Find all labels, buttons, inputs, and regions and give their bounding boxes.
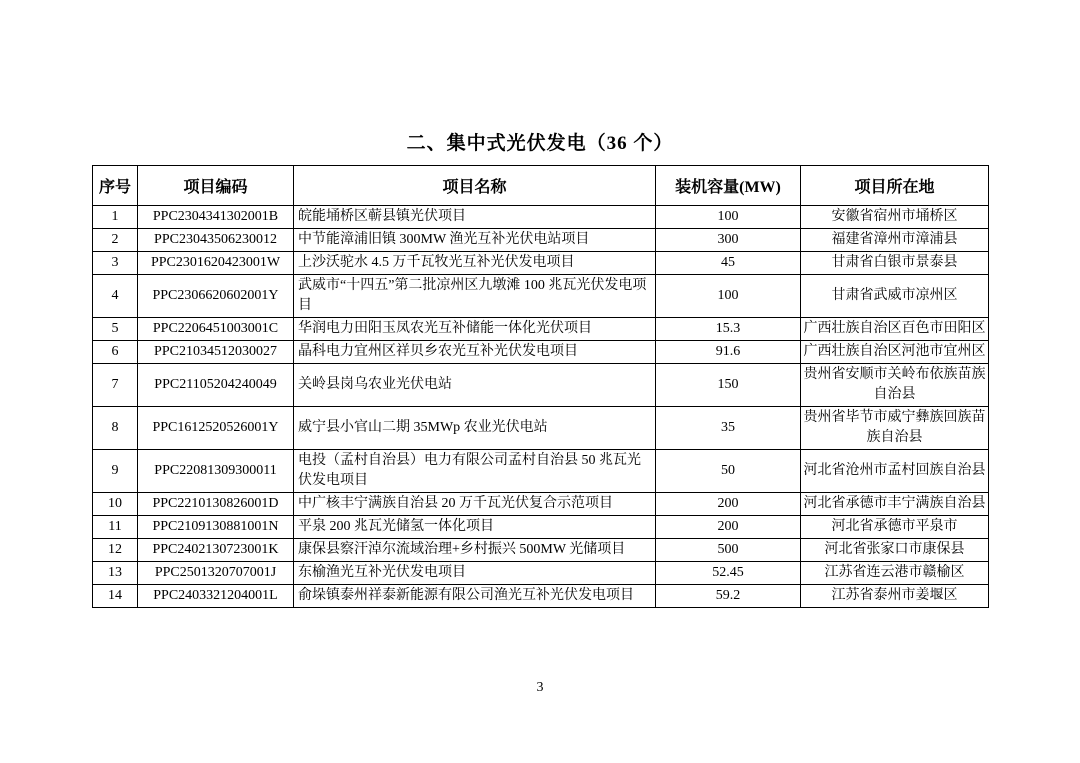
cell-location: 安徽省宿州市埇桥区	[801, 206, 989, 229]
table-row	[93, 318, 989, 341]
table-header-row	[93, 166, 989, 206]
cell-name: 华润电力田阳玉凤农光互补储能一体化光伏项目	[294, 318, 656, 341]
cell-seq: 10	[93, 493, 138, 516]
cell-name: 东榆渔光互补光伏发电项目	[294, 562, 656, 585]
cell-name: 皖能埇桥区蕲县镇光伏项目	[294, 206, 656, 229]
cell-location: 福建省漳州市漳浦县	[801, 229, 989, 252]
cell-code: PPC2109130881001N	[138, 516, 294, 539]
cell-seq: 11	[93, 516, 138, 539]
cell-name: 晶科电力宜州区祥贝乡农光互补光伏发电项目	[294, 341, 656, 364]
cell-location: 甘肃省武威市凉州区	[801, 275, 989, 318]
cell-name: 上沙沃驼水 4.5 万千瓦牧光互补光伏发电项目	[294, 252, 656, 275]
cell-name: 平泉 200 兆瓦光储氢一体化项目	[294, 516, 656, 539]
cell-seq: 9	[93, 450, 138, 493]
cell-capacity: 35	[656, 407, 801, 450]
table-body	[93, 206, 989, 608]
cell-capacity: 52.45	[656, 562, 801, 585]
cell-capacity: 15.3	[656, 318, 801, 341]
cell-name: 俞垛镇泰州祥泰新能源有限公司渔光互补光伏发电项目	[294, 585, 656, 608]
cell-seq: 12	[93, 539, 138, 562]
column-header-3: 装机容量(MW)	[656, 166, 801, 206]
cell-seq: 3	[93, 252, 138, 275]
cell-location: 广西壮族自治区河池市宜州区	[801, 341, 989, 364]
cell-location: 江苏省连云港市赣榆区	[801, 562, 989, 585]
cell-seq: 5	[93, 318, 138, 341]
cell-location: 河北省张家口市康保县	[801, 539, 989, 562]
page-number: 3	[536, 680, 544, 695]
cell-code: PPC2501320707001J	[138, 562, 294, 585]
table-row	[93, 450, 989, 493]
section-title: 二、集中式光伏发电（36 个）	[406, 133, 674, 154]
table-row	[93, 206, 989, 229]
table-row	[93, 364, 989, 407]
cell-code: PPC21105204240049	[138, 364, 294, 407]
cell-seq: 6	[93, 341, 138, 364]
table-row	[93, 493, 989, 516]
cell-capacity: 300	[656, 229, 801, 252]
cell-location: 河北省承德市平泉市	[801, 516, 989, 539]
cell-code: PPC23043506230012	[138, 229, 294, 252]
cell-name: 电投（孟村自治县）电力有限公司孟村自治县 50 兆瓦光伏发电项目	[294, 450, 656, 493]
cell-code: PPC1612520526001Y	[138, 407, 294, 450]
column-header-0: 序号	[93, 166, 138, 206]
cell-location: 江苏省泰州市姜堰区	[801, 585, 989, 608]
column-header-2: 项目名称	[294, 166, 656, 206]
cell-capacity: 500	[656, 539, 801, 562]
cell-name: 威宁县小官山二期 35MWp 农业光伏电站	[294, 407, 656, 450]
cell-location: 贵州省毕节市威宁彝族回族苗族自治县	[801, 407, 989, 450]
projects-table	[92, 165, 989, 608]
cell-code: PPC2210130826001D	[138, 493, 294, 516]
cell-capacity: 91.6	[656, 341, 801, 364]
cell-capacity: 59.2	[656, 585, 801, 608]
cell-seq: 1	[93, 206, 138, 229]
table-row	[93, 252, 989, 275]
table-row	[93, 539, 989, 562]
cell-capacity: 100	[656, 206, 801, 229]
cell-capacity: 50	[656, 450, 801, 493]
cell-name: 中广核丰宁满族自治县 20 万千瓦光伏复合示范项目	[294, 493, 656, 516]
cell-seq: 13	[93, 562, 138, 585]
cell-capacity: 150	[656, 364, 801, 407]
cell-seq: 2	[93, 229, 138, 252]
cell-location: 贵州省安顺市关岭布依族苗族自治县	[801, 364, 989, 407]
cell-location: 广西壮族自治区百色市田阳区	[801, 318, 989, 341]
table-row	[93, 275, 989, 318]
table-row	[93, 585, 989, 608]
cell-name: 中节能漳浦旧镇 300MW 渔光互补光伏电站项目	[294, 229, 656, 252]
cell-name: 康保县察汗淖尔流域治理+乡村振兴 500MW 光储项目	[294, 539, 656, 562]
cell-code: PPC2301620423001W	[138, 252, 294, 275]
cell-location: 河北省承德市丰宁满族自治县	[801, 493, 989, 516]
table-row	[93, 341, 989, 364]
cell-capacity: 200	[656, 493, 801, 516]
cell-capacity: 100	[656, 275, 801, 318]
table-row	[93, 407, 989, 450]
cell-code: PPC2402130723001K	[138, 539, 294, 562]
cell-location: 河北省沧州市孟村回族自治县	[801, 450, 989, 493]
table-row	[93, 229, 989, 252]
table-row	[93, 562, 989, 585]
column-header-4: 项目所在地	[801, 166, 989, 206]
cell-code: PPC2403321204001L	[138, 585, 294, 608]
cell-code: PPC21034512030027	[138, 341, 294, 364]
cell-seq: 4	[93, 275, 138, 318]
cell-name: 武威市“十四五”第二批凉州区九墩滩 100 兆瓦光伏发电项目	[294, 275, 656, 318]
cell-capacity: 45	[656, 252, 801, 275]
cell-name: 关岭县岗乌农业光伏电站	[294, 364, 656, 407]
cell-seq: 7	[93, 364, 138, 407]
cell-seq: 8	[93, 407, 138, 450]
cell-code: PPC2304341302001B	[138, 206, 294, 229]
cell-code: PPC2206451003001C	[138, 318, 294, 341]
cell-capacity: 200	[656, 516, 801, 539]
table-row	[93, 516, 989, 539]
cell-location: 甘肃省白银市景泰县	[801, 252, 989, 275]
cell-code: PPC22081309300011	[138, 450, 294, 493]
cell-seq: 14	[93, 585, 138, 608]
cell-code: PPC2306620602001Y	[138, 275, 294, 318]
column-header-1: 项目编码	[138, 166, 294, 206]
